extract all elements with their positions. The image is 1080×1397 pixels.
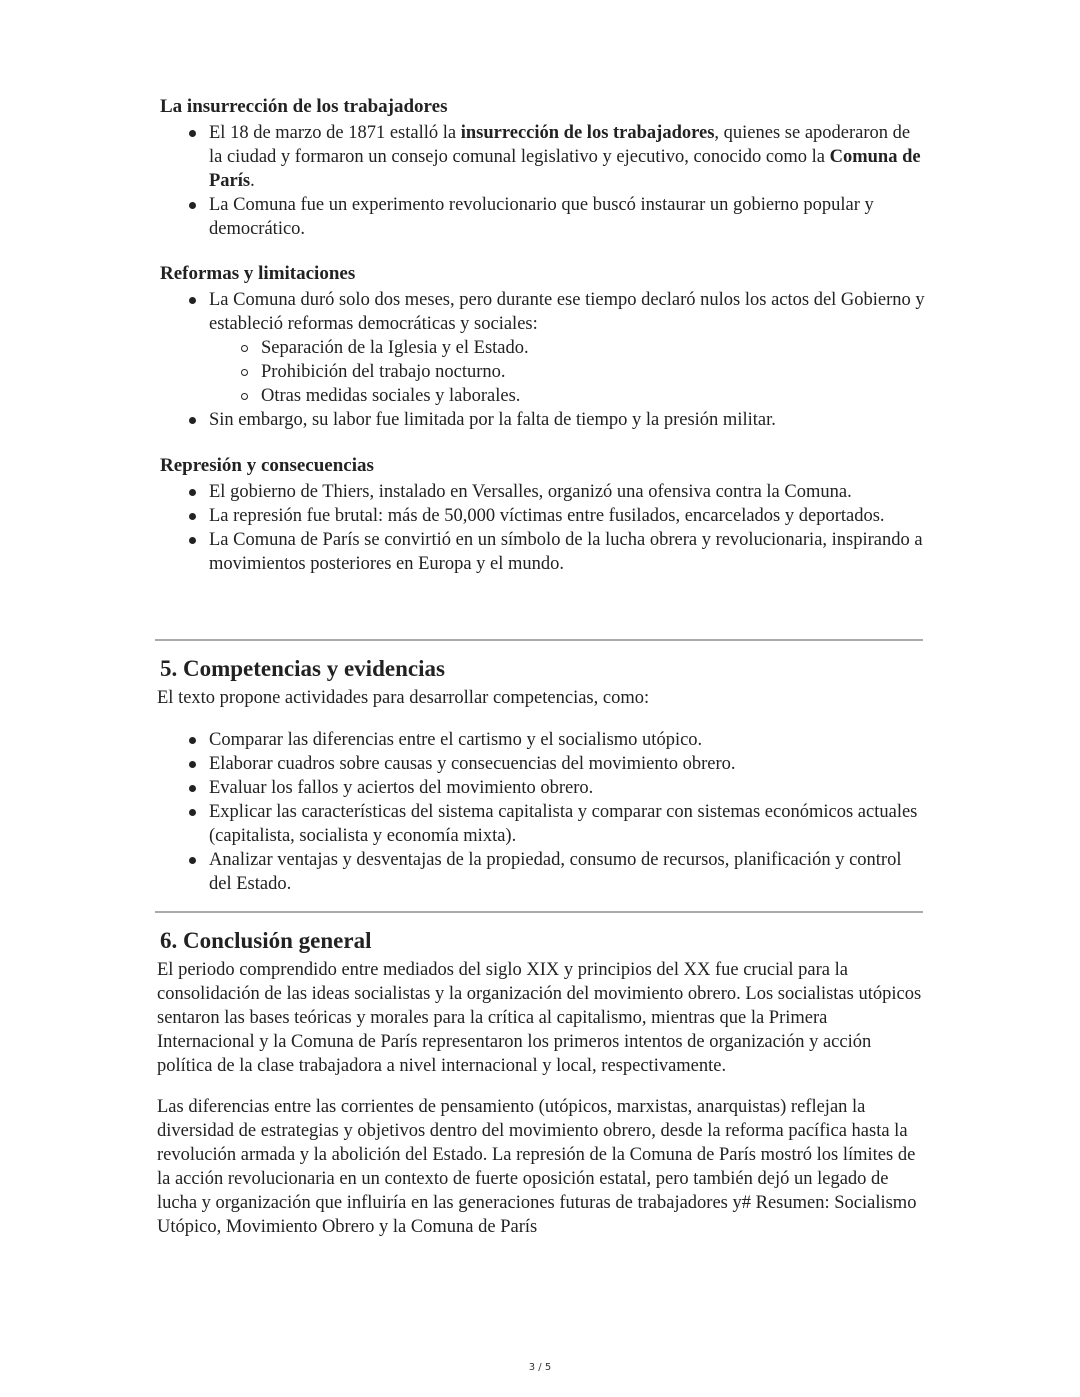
sub-list-item: Otras medidas sociales y laborales. xyxy=(261,384,927,408)
section-conclusion xyxy=(157,927,927,1239)
divider xyxy=(155,639,923,641)
text: , quienes se apoderaron de la ciudad y formaron un consejo comunal legislativo y ejecutivo, conocido como la xyxy=(209,123,911,167)
page-number: 3 / 5 xyxy=(528,1362,552,1373)
paragraph: Las diferencias entre las corrientes de pensamiento (utópicos, marxistas, anarquistas) reflejan la diversidad de estrategias y objetivos dentro del movimiento obrero, desde la reforma pacífica hasta la revolución armada y la abolición del Estado. La represión de la Comuna de París mostró los límites de la acción revolucionaria en un contexto de fuerte oposición estatal, pero también dejó un legado de lucha y organización que influiría en las generaciones futuras de trabajadores y# Resumen: Socialismo Utópico, Movimiento Obrero y la Comuna de París xyxy=(157,1097,917,1237)
bullet-list xyxy=(157,121,927,241)
list-item: La Comuna de París se convirtió en un símbolo de la lucha obrera y revolucionaria, inspirando a movimientos posteriores en Europa y el mundo. xyxy=(209,528,927,576)
sub-list-item: Separación de la Iglesia y el Estado. xyxy=(261,336,927,360)
list-item: Analizar ventajas y desventajas de la propiedad, consumo de recursos, planificación y control del Estado. xyxy=(209,848,927,896)
section-heading: Represión y consecuencias xyxy=(160,455,374,476)
section-competencias xyxy=(157,655,927,896)
list-item: Evaluar los fallos y aciertos del movimiento obrero. xyxy=(209,776,927,800)
bullet-list xyxy=(157,480,927,576)
list-item: La represión fue brutal: más de 50,000 víctimas entre fusilados, encarcelados y deportados. xyxy=(209,504,927,528)
text: El 18 de marzo de 1871 estalló la xyxy=(209,123,461,143)
divider xyxy=(155,911,923,913)
bold-text: Comuna de París xyxy=(209,147,921,191)
text: . xyxy=(250,171,255,191)
list-item xyxy=(209,288,927,408)
list-item: Elaborar cuadros sobre causas y consecuencias del movimiento obrero. xyxy=(209,752,927,776)
section-represion xyxy=(157,454,927,576)
section-heading: La insurrección de los trabajadores xyxy=(160,96,448,117)
bullet-list xyxy=(157,288,927,432)
bullet-list xyxy=(157,728,927,896)
section-heading: 5. Competencias y evidencias xyxy=(160,656,445,681)
intro-text: El texto propone actividades para desarrollar competencias, como: xyxy=(157,688,650,708)
bold-text: insurrección de los trabajadores xyxy=(460,123,715,143)
list-item: Sin embargo, su labor fue limitada por la falta de tiempo y la presión militar. xyxy=(209,408,927,432)
paragraph: El periodo comprendido entre mediados del siglo XIX y principios del XX fue crucial para la consolidación de las ideas socialistas y la organización del movimiento obrero. Los socialistas utópicos sentaron las bases teóricas y morales para la crítica al capitalismo, mientras que la Primera Internacional y la Comuna de París representaron los primeros intentos de organización y acción política de la clase trabajadora a nivel internacional y local, respectivamente. xyxy=(157,960,922,1076)
section-heading: 6. Conclusión general xyxy=(160,928,372,953)
section-heading: Reformas y limitaciones xyxy=(160,263,356,284)
section-reformas xyxy=(157,262,927,432)
list-item: El gobierno de Thiers, instalado en Versalles, organizó una ofensiva contra la Comuna. xyxy=(209,480,927,504)
sub-list xyxy=(209,336,927,408)
text: La Comuna duró solo dos meses, pero durante ese tiempo declaró nulos los actos del Gobierno y estableció reformas democráticas y sociales: xyxy=(209,290,925,334)
sub-list-item: Prohibición del trabajo nocturno. xyxy=(261,360,927,384)
list-item: Explicar las características del sistema capitalista y comparar con sistemas económicos actuales (capitalista, socialista y economía mixta). xyxy=(209,800,927,848)
section-insurreccion xyxy=(157,95,927,241)
list-item: La Comuna fue un experimento revolucionario que buscó instaurar un gobierno popular y democrático. xyxy=(209,193,927,241)
list-item xyxy=(209,121,927,193)
list-item: Comparar las diferencias entre el cartismo y el socialismo utópico. xyxy=(209,728,927,752)
